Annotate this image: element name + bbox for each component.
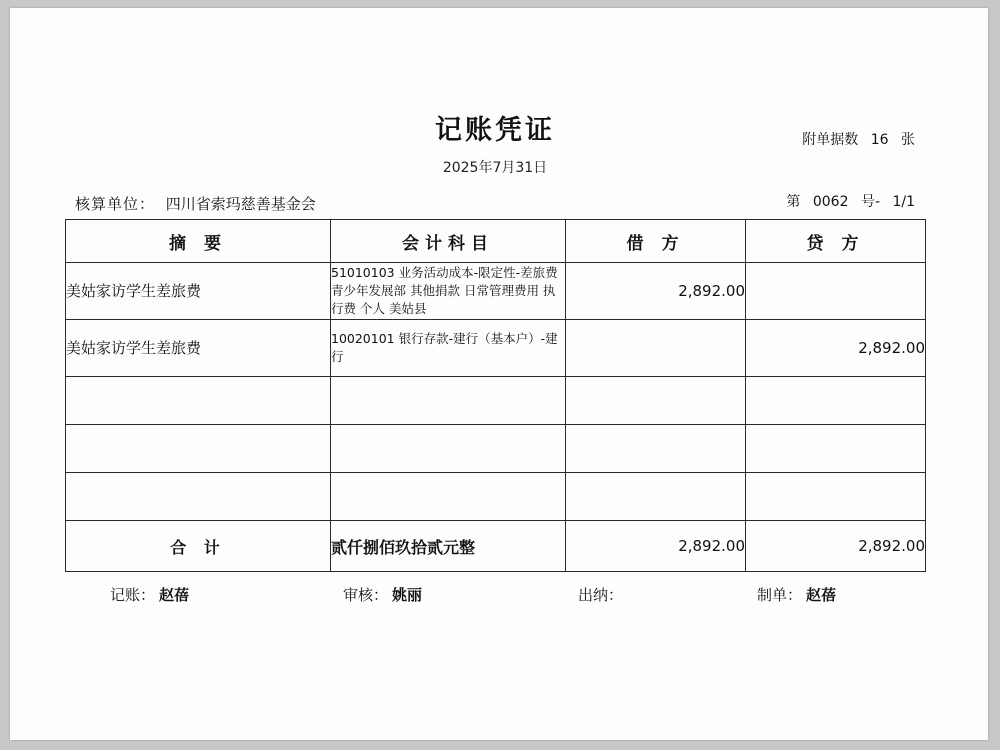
cell-abstract: 美姑家访学生差旅费 <box>66 320 331 377</box>
total-credit: 2,892.00 <box>746 521 926 572</box>
accounting-unit-label: 核算单位： <box>75 195 156 213</box>
serial-suffix: 号- <box>860 194 881 210</box>
total-amount-in-words: 贰仟捌佰玖拾贰元整 <box>331 521 566 572</box>
cell-credit <box>746 425 926 473</box>
serial-label: 第 <box>786 194 801 210</box>
signature-role: 制单： <box>757 586 803 604</box>
signature-cashier <box>578 584 627 605</box>
cell-subject <box>331 473 566 521</box>
document-page <box>10 8 988 740</box>
column-header-credit: 贷 方 <box>746 220 926 263</box>
cell-abstract <box>66 377 331 425</box>
cell-debit: 2,892.00 <box>566 263 746 320</box>
cell-subject <box>331 425 566 473</box>
accounting-unit <box>75 193 316 214</box>
table-row <box>66 377 926 425</box>
page-title: 记账凭证 <box>435 115 555 146</box>
column-header-debit: 借 方 <box>566 220 746 263</box>
voucher <box>65 108 925 612</box>
total-row <box>66 521 926 572</box>
signature-role: 出纳： <box>578 586 624 604</box>
cell-subject <box>331 377 566 425</box>
total-label: 合 计 <box>66 521 331 572</box>
column-header-abstract: 摘 要 <box>66 220 331 263</box>
cell-debit <box>566 425 746 473</box>
accounting-unit-value: 四川省索玛慈善基金会 <box>165 195 316 213</box>
signature-role: 审核： <box>343 586 389 604</box>
cell-subject: 51010103 业务活动成本-限定性-差旅费 青少年发展部 其他捐款 日常管理费用 执行费 个人 美姑县 <box>331 263 566 320</box>
column-header-subject: 会计科目 <box>331 220 566 263</box>
cell-debit <box>566 320 746 377</box>
signature-name: 姚丽 <box>392 586 423 604</box>
table-row <box>66 320 926 377</box>
page-number: 1/1 <box>892 194 915 210</box>
cell-abstract: 美姑家访学生差旅费 <box>66 263 331 320</box>
cell-debit <box>566 473 746 521</box>
serial-info <box>778 191 915 211</box>
cell-abstract <box>66 473 331 521</box>
table-row <box>66 263 926 320</box>
signature-bookkeeper <box>110 584 189 605</box>
signature-name: 赵蓓 <box>159 586 190 604</box>
attachment-info <box>794 129 915 149</box>
signature-name: 赵蓓 <box>806 586 837 604</box>
signature-role: 记账： <box>110 586 156 604</box>
total-debit: 2,892.00 <box>566 521 746 572</box>
table-row <box>66 425 926 473</box>
cell-subject: 10020101 银行存款-建行（基本户）-建行 <box>331 320 566 377</box>
signature-preparer <box>757 584 836 605</box>
table-header-row <box>66 220 926 263</box>
attachment-label: 附单据数 <box>802 132 859 148</box>
voucher-header-row <box>65 181 925 219</box>
serial-number: 0062 <box>812 194 849 210</box>
attachment-count: 16 <box>870 132 889 148</box>
voucher-date: 2025年7月31日 <box>442 160 548 176</box>
attachment-unit: 张 <box>901 132 915 148</box>
cell-credit <box>746 473 926 521</box>
cell-credit <box>746 377 926 425</box>
cell-debit <box>566 377 746 425</box>
cell-credit: 2,892.00 <box>746 320 926 377</box>
signature-row <box>65 578 925 612</box>
voucher-table <box>65 219 926 572</box>
signature-auditor <box>343 584 422 605</box>
cell-abstract <box>66 425 331 473</box>
table-row <box>66 473 926 521</box>
cell-credit <box>746 263 926 320</box>
